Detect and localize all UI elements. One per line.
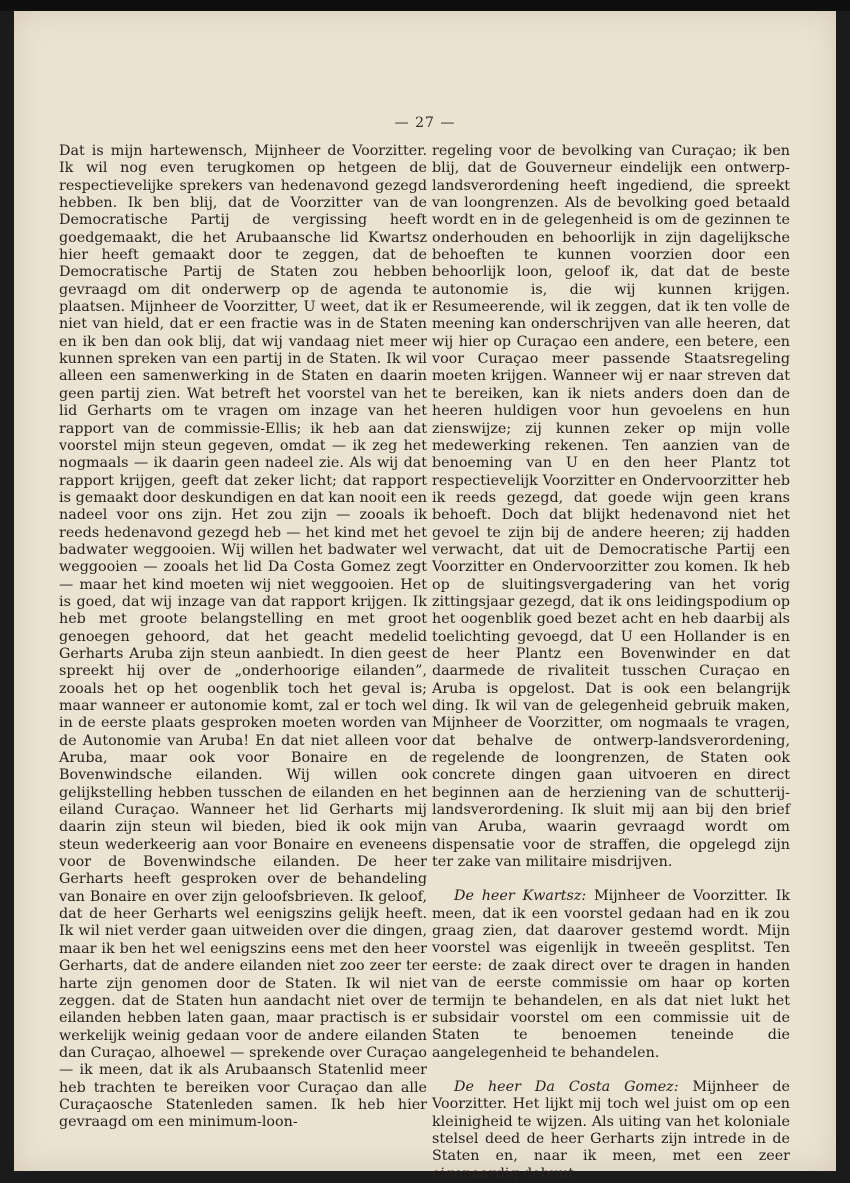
- scan-top-edge: [0, 0, 850, 11]
- right-paragraph-2: [432, 888, 790, 1061]
- right-paragraph-3-text: Mijnheer de Voorzitter. Het lijkt mij toch wel juist om op een kleinigheid te wijzen. Als uiting van het koloniale stelsel deed de heer Gerharts zijn intrede in de Staten en, naar ik meen, met een zeer eigenaardig debuut.: [432, 1078, 790, 1182]
- left-paragraph-1: Dat is mijn hartewensch, Mijnheer de Voorzitter. Ik wil nog even terugkomen op hetgeen de respectievelijke sprekers van hedenavond gezegd hebben. Ik ben blij, dat de Voorzitter van de Democratische Partij de vergissing heeft goedgemaakt, die het Arubaansche lid Kwartsz hier heeft gemaakt door te zeggen, dat de Democratische Partij de Staten zou hebben gevraagd om dit onderwerp op de agenda te plaatsen. Mijnheer de Voorzitter, U weet, dat ik er niet van hield, dat er een fractie was in de Staten en ik ben dan ook blij, dat wij vandaag niet meer kunnen spreken van een partij in de Staten. Ik wil alleen een samenwerking in de Staten en daarin geen partij zien. Wat betreft het voorstel van het lid Gerharts om te vragen om inzage van het rapport van de commissie-Ellis; ik heb aan dat voorstel mijn steun gegeven, omdat — ik zeg het nogmaals — ik daarin geen nadeel zie. Als wij dat rapport krijgen, geeft dat zeker licht; dat rapport is gemaakt door deskundigen en dat kan nooit een nadeel voor ons zijn. Het zou zijn — zooals ik reeds hedenavond gezegd heb — het kind met het badwater weggooien. Wij willen het badwater wel weggooien — zooals het lid Da Costa Gomez zegt — maar het kind moeten wij niet weggooien. Het is goed, dat wij inzage van dat rapport krijgen. Ik heb met groote belangstelling en met groot genoegen gehoord, dat het geacht medelid Gerharts Aruba zijn steun aanbiedt. In dien geest spreekt hij over de „onderhoorige eilanden”, zooals het op het oogenblik toch het geval is; maar wanneer er autonomie komt, zal er toch wel in de eerste plaats gesproken moeten worden van de Autonomie van Aruba! En dat niet alleen voor Aruba, maar ook voor Bonaire en de Bovenwindsche eilanden. Wij willen ook gelijkstelling hebben tusschen de eilanden en het eiland Curaçao. Wanneer het lid Gerharts mij daarin zijn steun wil bieden, bied ik ook mijn steun wederkeerig aan voor Bonaire en eveneens voor de Bovenwindsche eilanden. De heer Gerharts heeft gesproken over de behandeling van Bonaire en over zijn geloofsbrieven. Ik geloof, dat de heer Gerharts wel eenigszins gelijk heeft. Ik wil niet verder gaan uitweiden over die dingen, maar ik ben het wel eenigszins eens met den heer Gerharts, dat de andere eilanden niet zoo zeer ter harte zijn genomen door de Staten. Ik wil niet zeggen. dat de Staten hun aandacht niet over de eilanden hebben laten gaan, maar practisch is er werkelijk weinig gedaan voor de andere eilanden dan Curaçao, alhoewel — sprekende over Curaçao — ik meen, dat ik als Arubaansch Statenlid meer heb trachten te bereiken voor Curaçao dan alle Curaçaosche Statenleden samen. Ik heb hier gevraagd om een minimum-loon-: [59, 143, 427, 1131]
- speaker-da-costa-gomez: De heer Da Costa Gomez:: [454, 1078, 679, 1095]
- page-number: — 27 —: [394, 115, 456, 131]
- right-paragraph-3: [432, 1079, 790, 1183]
- speaker-kwartsz: De heer Kwartsz:: [454, 888, 587, 905]
- right-paragraph-1: regeling voor de bevolking van Curaçao; ik ben blij, dat de Gouverneur eindelijk een ontwerp-landsverordening heeft ingediend, die spreekt van loongrenzen. Als de bevolking goed betaald wordt en in de gelegenheid is om de gezinnen te onderhouden en behoorlijk in zijn dagelijksche behoeften te kunnen voorzien door een behoorlijk loon, geloof ik, dat dat de beste autonomie is, die wij kunnen krijgen. Resumeerende, wil ik zeggen, dat ik ten volle de meening kan onderschrijven van alle heeren, dat wij hier op Curaçao een andere, een betere, een voor Curaçao meer passende Staatsregeling moeten krijgen. Wanneer wij er naar streven dat te bereiken, kan ik niets anders doen dan de heeren huldigen voor hun gevoelens en hun zienswijze; zij kunnen zeker op mijn volle medewerking rekenen. Ten aanzien van de benoeming van U en den heer Plantz tot respectievelijk Voorzitter en Ondervoorzitter heb ik reeds gezegd, dat goede wijn geen krans behoeft. Doch dat blijkt hedenavond niet het gevoel te zijn bij de andere heeren; zij hadden verwacht, dat uit de Democratische Partij een Voorzitter en Ondervoorzitter zou komen. Ik heb op de sluitingsvergadering van het vorig zittingsjaar gezegd, dat ik ons leidingspodium op het oogenblik goed bezet acht en heb daarbij als toelichting gevoegd, dat U een Hollander is en de heer Plantz een Bovenwinder en dat daarmede de rivaliteit tusschen Curaçao en Aruba is opgelost. Dat is ook een belangrijk ding. Ik wil van de gelegenheid gebruik maken, Mijnheer de Voorzitter, om nogmaals te vragen, dat behalve de ontwerp-landsverordening, regelende de loongrenzen, de Staten ook concrete dingen gaan uitvoeren en direct beginnen aan de herziening van de schutterij-landsverordening. Ik sluit mij aan bij den brief van Aruba, waarin gevraagd wordt om dispensatie voor de straffen, die opgelegd zijn ter zake van militaire misdrijven.: [432, 143, 790, 871]
- right-column: [432, 143, 790, 1183]
- document-page: [14, 11, 836, 1182]
- left-column: [59, 143, 427, 1132]
- right-paragraph-2-text: Mijnheer de Voorzitter. Ik meen, dat ik een voorstel gedaan had en ik zou graag zien, dat daarover gestemd wordt. Mijn voorstel was eigenlijk in tweeën gesplitst. Ten eerste: de zaak direct over te dragen in handen van de eerste commissie om haar op korten termijn te behandelen, en als dat niet lukt het subsidair voorstel om een commissie uit de Staten te benoemen teneinde die aangelegenheid te behandelen.: [432, 888, 791, 1061]
